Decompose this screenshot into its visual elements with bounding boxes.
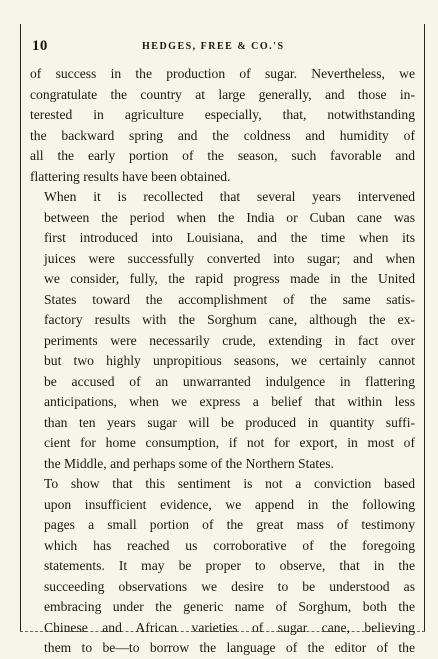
text-line: we consider, fully, the rapid progress made in the United — [44, 271, 415, 286]
text-line: periments were necessarily crude, extending in fact over — [44, 332, 415, 348]
text-line: States toward the accomplishment of the same satis- — [44, 291, 415, 307]
text-line: than ten years sugar will be produced in quantity suffi- — [44, 414, 415, 430]
text-line: statements. It may be proper to observe, that in the — [44, 558, 415, 573]
text-line: but two highly unpropitious seasons, we certainly cannot — [44, 353, 415, 368]
text-line: flattering results have been obtained. — [30, 168, 231, 184]
text-line: between the period when the India or Cuban cane was — [44, 209, 415, 225]
text-line: which has reached us corroborative of the foregoing — [44, 537, 415, 553]
text-line: the backward spring and the coldness and humidity of — [30, 127, 415, 143]
page-header — [32, 38, 412, 62]
text-line: factory results with the Sorghum cane, although the ex- — [44, 312, 415, 327]
text-line: all the early portion of the season, such favorable and — [30, 148, 415, 163]
text-line: upon insufficient evidence, we append in the following — [44, 496, 415, 512]
text-line: juices were successfully converted into sugar; and when — [44, 250, 415, 266]
text-line: terested in agriculture especially, that, notwithstanding — [30, 107, 415, 122]
page-number: 10 — [32, 38, 48, 54]
text-line: the Middle, and perhaps some of the Northern States. — [44, 455, 334, 471]
text-line: them to be—to borrow the language of the editor of the — [44, 640, 415, 655]
text-line: first introduced into Louisiana, and the time when its — [44, 230, 415, 245]
text-line: To show that this sentiment is not a conviction based — [44, 476, 415, 491]
text-line: anticipations, when we express a belief that within less — [44, 394, 415, 409]
text-line: cient for home consumption, if not for export, in most of — [44, 435, 415, 450]
text-line: succeeding observations we desire to be understood as — [44, 578, 415, 594]
paragraph-2 — [30, 187, 415, 474]
text-line: pages a small portion of the great mass of testimony — [44, 517, 415, 532]
paragraph-1 — [30, 64, 415, 187]
text-line: embracing under the generic name of Sorghum, both the — [44, 599, 415, 614]
body-text — [30, 64, 415, 659]
text-line: be accused of an unwarranted indulgence in flattering — [44, 373, 415, 389]
text-line: of success in the production of sugar. Nevertheless, we — [30, 66, 415, 81]
running-head: HEDGES, FREE & CO.'S — [142, 41, 285, 52]
paragraph-3 — [30, 474, 415, 659]
text-line: congratulate the country at large generally, and those in- — [30, 86, 415, 102]
text-line: Chinese and African varieties of sugar cane, believing — [44, 619, 415, 635]
text-line: When it is recollected that several years intervened — [44, 189, 415, 204]
